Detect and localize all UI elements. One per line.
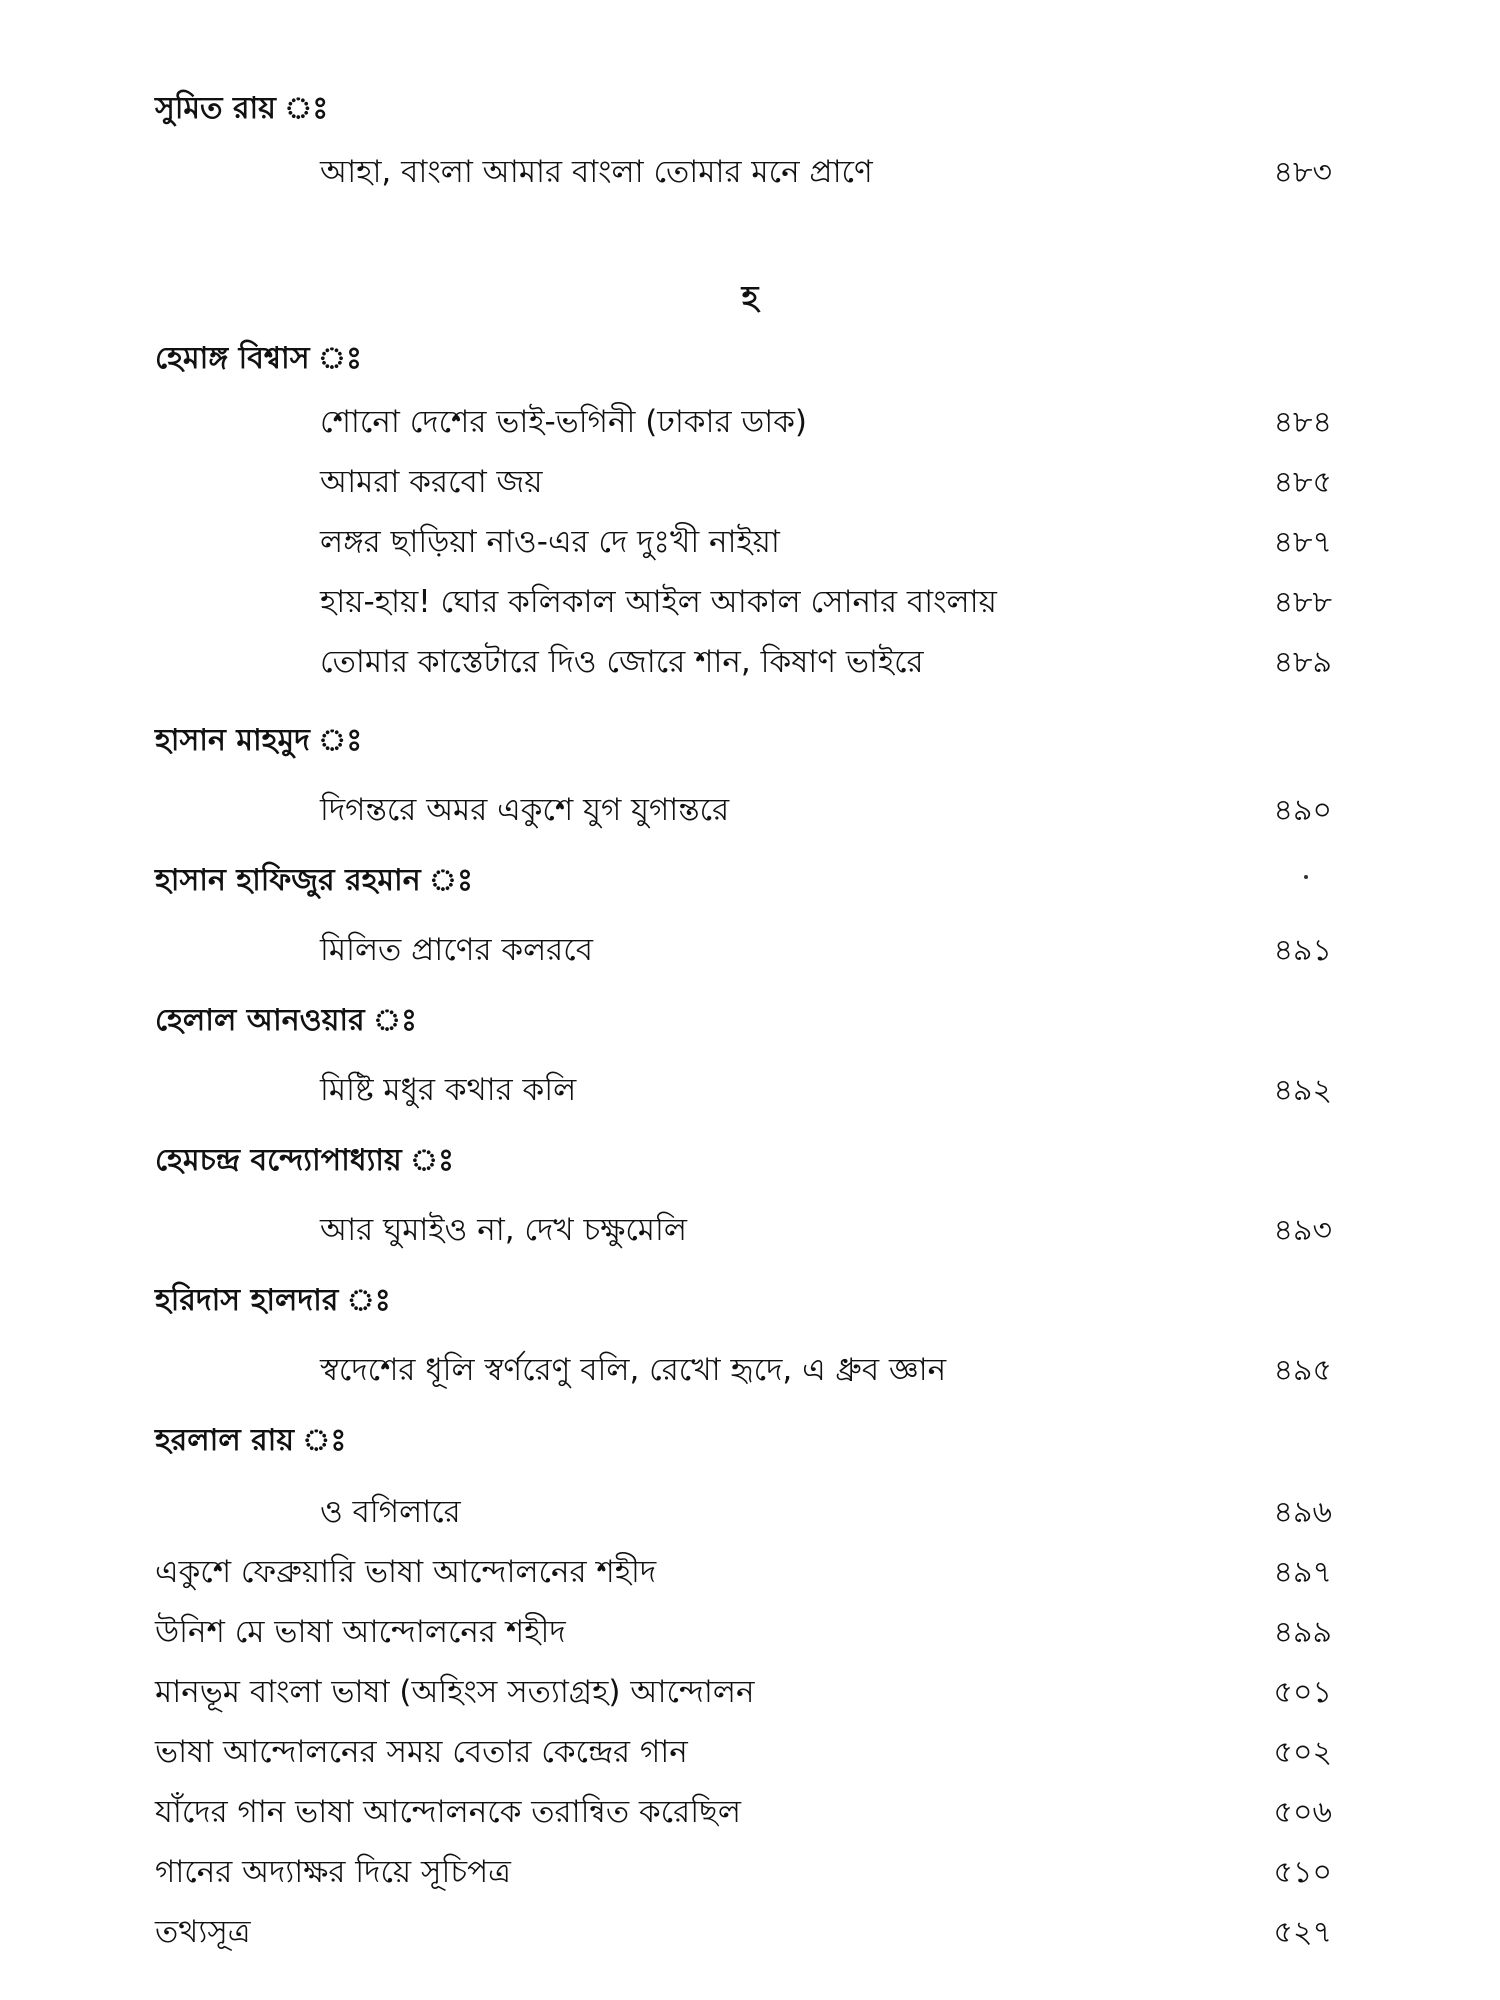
toc-entry xyxy=(0,1060,1500,1116)
song-title: মিলিত প্রাণের কলরবে xyxy=(320,932,593,968)
song-title: আমরা করবো জয় xyxy=(320,464,543,500)
author-heading xyxy=(0,712,1500,768)
page-number: ৪৯৭ xyxy=(1273,1555,1332,1590)
song-title: তোমার কাস্তেটারে দিও জোরে শান, কিষাণ ভাইরে xyxy=(320,644,924,680)
song-title: স্বদেশের ধূলি স্বর্ণরেণু বলি, রেখো হৃদে, এ ধ্রুব জ্ঞান xyxy=(320,1352,947,1388)
page-number: ৪৯১ xyxy=(1273,933,1332,968)
toc-entry xyxy=(0,572,1500,628)
song-title: দিগন্তরে অমর একুশে যুগ যুগান্তরে xyxy=(320,792,730,828)
song-title: মিষ্টি মধুর কথার কলি xyxy=(320,1072,577,1108)
toc-entry xyxy=(0,1602,1500,1658)
page-number: ৪৮৪ xyxy=(1273,405,1332,440)
toc-entry xyxy=(0,512,1500,568)
page-number: ৫১০ xyxy=(1273,1855,1332,1890)
toc-entry xyxy=(0,1542,1500,1598)
author-heading xyxy=(0,852,1500,908)
author-name: হাসান মাহমুদ ঃ xyxy=(155,723,363,758)
page-number: ৪৯২ xyxy=(1273,1073,1332,1108)
author-heading xyxy=(0,1132,1500,1188)
page-number: ৪৮৫ xyxy=(1273,465,1332,500)
toc-entry xyxy=(0,920,1500,976)
author-heading xyxy=(0,992,1500,1048)
toc-entry xyxy=(0,1482,1500,1538)
toc-entry xyxy=(0,452,1500,508)
section-title: মানভূম বাংলা ভাষা (অহিংস সত্যাগ্রহ) আন্দোলন xyxy=(155,1674,755,1710)
author-name: হরিদাস হালদার ঃ xyxy=(155,1283,391,1318)
song-title: আহা, বাংলা আমার বাংলা তোমার মনে প্রাণে xyxy=(320,154,873,190)
author-heading xyxy=(0,1272,1500,1328)
page-number: ৪৯০ xyxy=(1273,793,1332,828)
toc-entry xyxy=(0,392,1500,448)
page-number: ৪৮৩ xyxy=(1273,155,1332,190)
section-title: উনিশ মে ভাষা আন্দোলনের শহীদ xyxy=(155,1614,566,1650)
section-title: একুশে ফেব্রুয়ারি ভাষা আন্দোলনের শহীদ xyxy=(155,1554,657,1590)
song-title: হায়-হায়! ঘোর কলিকাল আইল আকাল সোনার বাংলায় xyxy=(320,584,997,620)
song-title: ও বগিলারে xyxy=(320,1494,461,1530)
toc-entry xyxy=(0,1902,1500,1958)
author-heading xyxy=(0,80,1500,136)
page-number: ৫০১ xyxy=(1273,1675,1332,1710)
toc-entry xyxy=(0,1842,1500,1898)
page-number: ৪৯৫ xyxy=(1273,1353,1332,1388)
toc-entry xyxy=(0,1782,1500,1838)
section-letter: হ xyxy=(741,278,759,316)
page-number: ৫২৭ xyxy=(1273,1915,1332,1950)
author-name: হরলাল রায় ঃ xyxy=(155,1423,347,1458)
page-number: ৪৮৯ xyxy=(1273,645,1332,680)
toc-entry xyxy=(0,142,1500,198)
print-speck xyxy=(1304,875,1308,879)
page-number: ৪৮৮ xyxy=(1273,585,1332,620)
page-number: ৪৯৩ xyxy=(1273,1213,1332,1248)
toc-entry xyxy=(0,1662,1500,1718)
song-title: লঙ্গর ছাড়িয়া নাও-এর দে দুঃখী নাইয়া xyxy=(320,524,780,560)
page-number: ৪৯৯ xyxy=(1273,1615,1332,1650)
page-number: ৫০২ xyxy=(1273,1735,1332,1770)
author-name: হেলাল আনওয়ার ঃ xyxy=(155,1003,418,1038)
author-name: সুমিত রায় ঃ xyxy=(155,91,329,126)
author-heading xyxy=(0,1412,1500,1468)
author-heading xyxy=(0,330,1500,386)
song-title: শোনো দেশের ভাই-ভগিনী (ঢাকার ডাক) xyxy=(320,404,807,440)
section-title: গানের অদ্যাক্ষর দিয়ে সূচিপত্র xyxy=(155,1854,511,1890)
toc-entry xyxy=(0,1200,1500,1256)
section-title: ভাষা আন্দোলনের সময় বেতার কেন্দ্রের গান xyxy=(155,1734,688,1770)
author-name: হাসান হাফিজুর রহমান ঃ xyxy=(155,863,474,898)
toc-entry xyxy=(0,1722,1500,1778)
toc-entry xyxy=(0,1340,1500,1396)
page-number: ৫০৬ xyxy=(1273,1795,1332,1830)
toc-entry xyxy=(0,632,1500,688)
song-title: আর ঘুমাইও না, দেখ চক্ষুমেলি xyxy=(320,1212,687,1248)
author-name: হেমাঙ্গ বিশ্বাস ঃ xyxy=(155,341,362,376)
section-title: তথ্যসূত্র xyxy=(155,1914,251,1950)
author-name: হেমচন্দ্র বন্দ্যোপাধ্যায় ঃ xyxy=(155,1143,455,1178)
section-title: যাঁদের গান ভাষা আন্দোলনকে তরান্বিত করেছিল xyxy=(155,1794,741,1830)
toc-entry xyxy=(0,780,1500,836)
page-number: ৪৯৬ xyxy=(1273,1495,1332,1530)
page-number: ৪৮৭ xyxy=(1273,525,1332,560)
